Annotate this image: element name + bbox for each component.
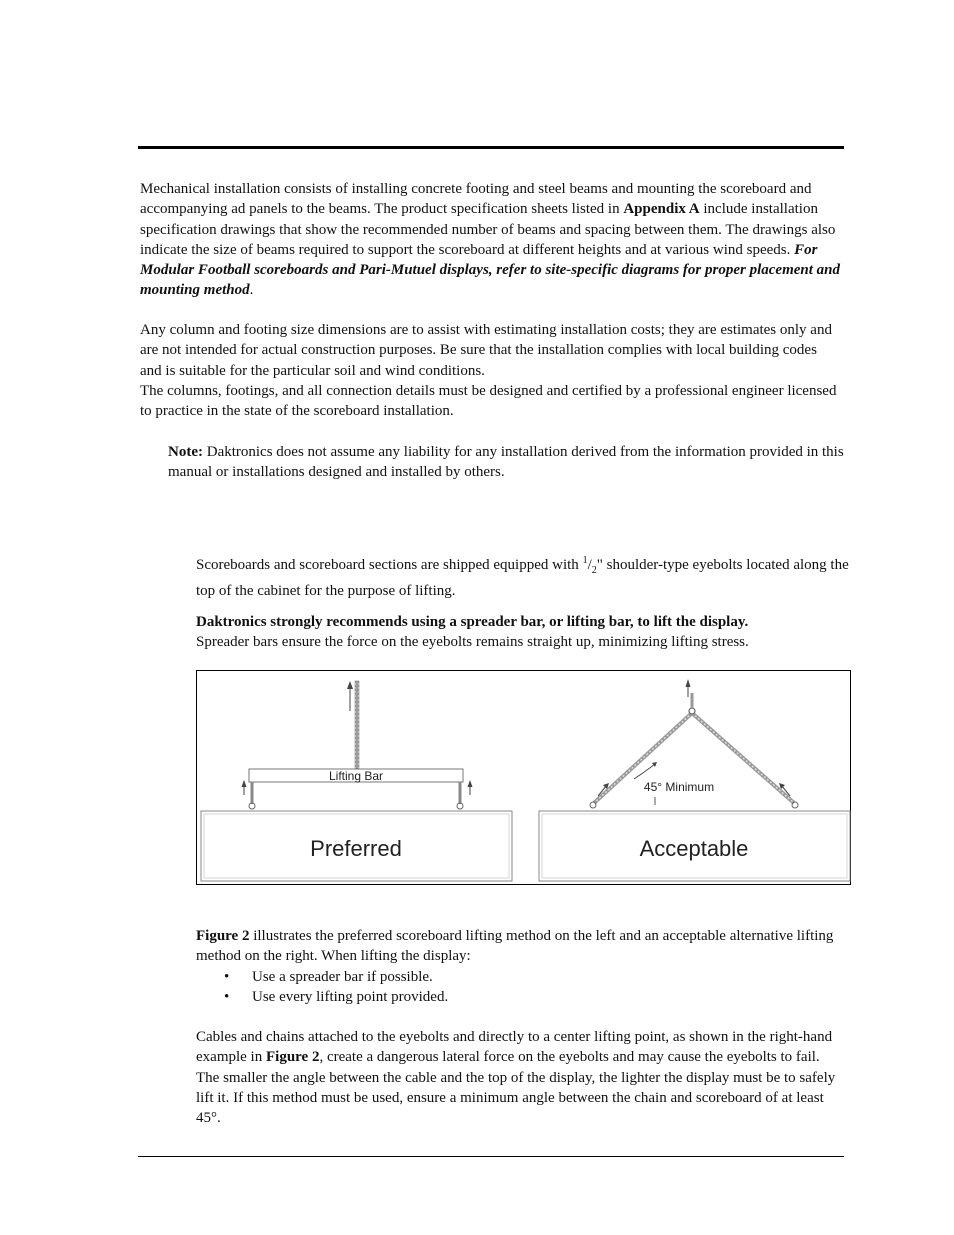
footer-rule (138, 1156, 844, 1157)
lifting-methods-figure (196, 670, 851, 885)
lifting-guidelines-list (196, 967, 856, 1008)
appendix-ref: Appendix A (623, 201, 700, 218)
angle-arc (634, 764, 655, 779)
liability-note: Note: Daktronics does not assume any liability for any installation derived from the information provided in this manual or installations designed and installed by others. (168, 444, 844, 481)
spreader-bar-paragraph: Daktronics strongly recommends using a spreader bar, or lifting bar, to lift the display. Spreader bars ensure the force on the eyebolts remains straight up, minimizing lifting stress. (196, 614, 749, 651)
lift-arrow-icon (242, 780, 247, 795)
lift-arrow-icon (686, 679, 691, 697)
chain-icon (355, 681, 359, 769)
eyebolt-icon (457, 782, 463, 809)
lift-arrow-icon (347, 681, 353, 711)
list-item: • Use a spreader bar if possible. (196, 967, 856, 987)
acceptable-lift-diagram (539, 679, 850, 881)
eyebolt-icon (249, 782, 255, 809)
eyebolt-icon (792, 802, 798, 808)
figure-ref: Figure 2 (196, 928, 250, 944)
intro-paragraph: Mechanical installation consists of installing concrete footing and steel beams and mounting the scoreboard and accompanying ad panels to the beams. The product specification sheets listed in Appendix A include installation specification drawings that show the recommended number of beams and spacing between them. The drawings also indicate the size of beams required to support the scoreboard at different heights and at various wind speeds. For Modular Football scoreboards and Pari-Mutuel displays, refer to site-specific diagrams for proper placement and mounting method. (140, 181, 840, 299)
eyebolt-paragraph: Scoreboards and scoreboard sections are shipped equipped with $^1/_2$" shoulder-type eyebolts located along the top of the cabinet for the purpose of lifting. (196, 555, 849, 600)
spreader-bar-recommendation: Daktronics strongly recommends using a spreader bar, or lifting bar, to lift the display. (196, 614, 749, 630)
eyebolt-icon (590, 802, 596, 808)
modular-football-note: For Modular Football scoreboards and Pari-Mutuel displays, refer to site-specific diagrams for proper placement and mounting method (140, 241, 840, 299)
preferred-lift-diagram (201, 681, 512, 881)
angle-label: 45° Minimum (643, 780, 715, 794)
estimate-paragraph: Any column and footing size dimensions are to assist with estimating installation costs; they are estimates only and are not intended for actual construction purposes. Be sure that the installation complies with local building codes and is suitable for the particular soil and wind conditions. The columns, footings, and all connection details must be designed and certified by a professional engineer licensed to practice in the state of the scoreboard installation. (140, 322, 837, 420)
acceptable-label: Acceptable (639, 836, 749, 861)
figure-ref: Figure 2 (265, 1049, 320, 1066)
lateral-force-warning: Cables and chains attached to the eyebolts and directly to a center lifting point, as shown in the right-hand example in Figure 2, create a dangerous lateral force on the eyebolts and may cause the eyebolts to fail. The smaller the angle between the cable and the top of the display, the lighter the display must be to safely lift it. If this method must be used, ensure a minimum angle between the chain and scoreboard of at least 45°. (196, 1029, 836, 1127)
lifting-bar-label: Lifting Bar (328, 769, 384, 783)
lift-arrow-icon (468, 780, 473, 795)
preferred-label: Preferred (310, 836, 402, 861)
figure-description: Figure 2 illustrates the preferred scoreboard lifting method on the left and an acceptable alternative lifting method on the right. When lifting the display: • Use a spreader bar if possible. • Use every lifting point provided. (196, 926, 856, 1007)
note-label: Note: (168, 444, 203, 460)
header-rule (138, 146, 844, 149)
list-item: • Use every lifting point provided. (196, 987, 856, 1007)
